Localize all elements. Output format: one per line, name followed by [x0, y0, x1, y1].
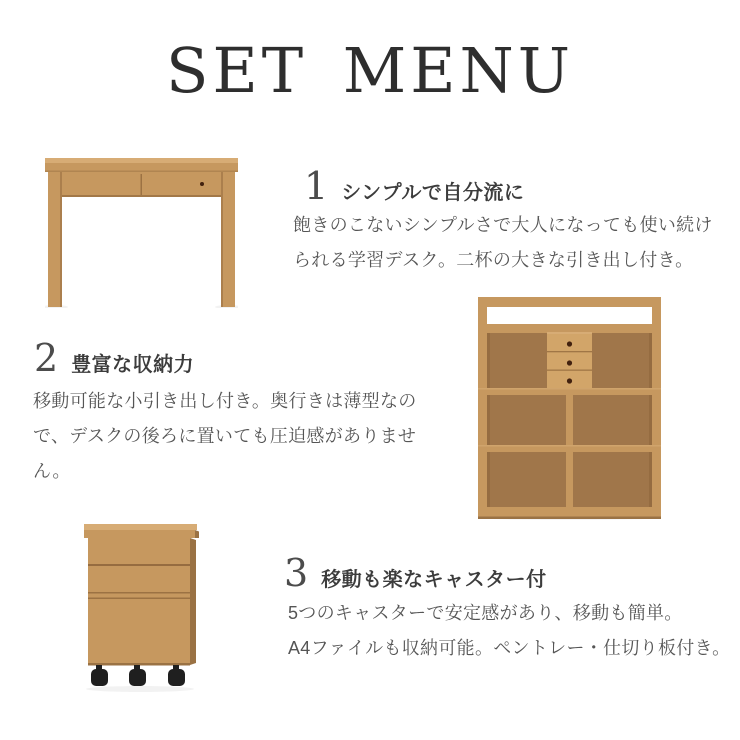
feature-3-description-line: A4ファイルも収納可能。ペントレー・仕切り板付き。 [288, 638, 731, 658]
shelf-mini-drawers [547, 332, 592, 388]
shelf-divider [566, 452, 573, 507]
desk-drawer-front [62, 172, 221, 197]
feature-2-description [33, 384, 417, 489]
wagon-top [84, 524, 199, 538]
mini-drawer-knob [567, 378, 572, 383]
mini-drawer-knob [567, 360, 572, 365]
feature-2-number: 2 [34, 336, 59, 380]
feature-1-heading: シンプルで自分流に [341, 182, 525, 204]
feature-2-description-line: ん。 [33, 461, 71, 481]
set-menu-title: SET MENU [165, 34, 575, 107]
study-desk-image [45, 156, 238, 308]
desk-top [45, 158, 238, 172]
wagon-body [88, 538, 196, 666]
feature-3-number: 3 [284, 551, 309, 595]
feature-1-description-line: 飽きのこないシンプルさで大人になっても使い続け [293, 215, 713, 235]
feature-1-number: 1 [304, 164, 329, 208]
wagon-casters [91, 665, 185, 686]
wagon-drawer-groove [88, 564, 190, 566]
wagon-drawer-groove [88, 592, 190, 594]
shelf-middle-row [487, 395, 652, 445]
shelf-top-rail [478, 297, 661, 307]
wagon-shadow [86, 686, 194, 692]
feature-2-heading-row [34, 336, 194, 380]
feature-2-heading: 豊富な収納力 [71, 354, 195, 376]
feature-2-description-line: で、デスクの後ろに置いても圧迫感がありませ [33, 426, 417, 446]
storage-shelf-image [478, 297, 661, 520]
desk-keyhole [200, 182, 204, 186]
feature-3-description-line: 5つのキャスターで安定感があり、移動も簡単。 [288, 603, 683, 623]
feature-3-heading: 移動も楽なキャスター付 [321, 569, 547, 591]
feature-2-description-line: 移動可能な小引き出し付き。奥行きは薄型なの [33, 391, 417, 411]
mini-drawer-knob [567, 341, 572, 346]
shelf-bottom-row [487, 452, 652, 507]
shelf-base [478, 507, 661, 519]
feature-3-heading-row [284, 551, 547, 595]
feature-1-description-line: られる学習デスク。二杯の大きな引き出し付き。 [293, 250, 694, 270]
wagon-drawer-groove [88, 598, 190, 600]
feature-1-heading-row [304, 164, 524, 208]
feature-3-description [288, 596, 730, 666]
caster-wagon-image [83, 523, 201, 693]
feature-1-description [293, 208, 713, 278]
shelf-divider [566, 395, 573, 445]
